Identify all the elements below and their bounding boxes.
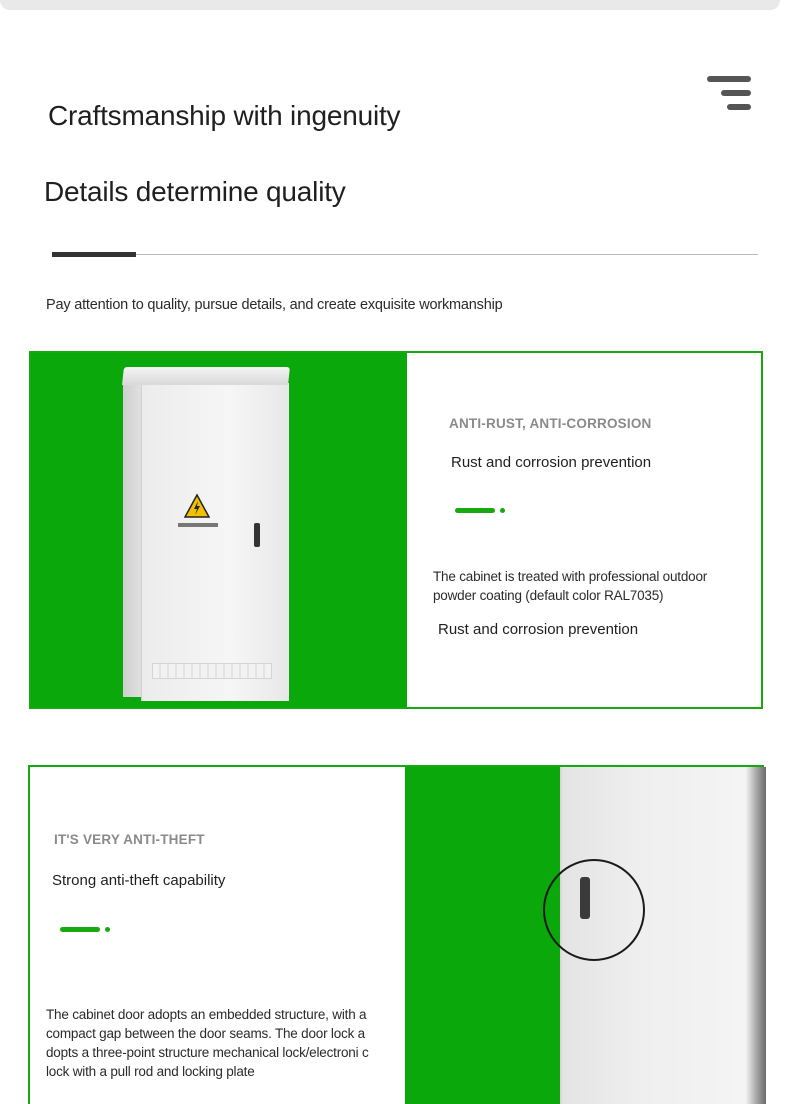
- outdoor-cabinet-image: [123, 367, 287, 703]
- lock-highlight-circle: [543, 859, 645, 961]
- accent-dot: [105, 927, 110, 932]
- feature-note: Rust and corrosion prevention: [438, 621, 639, 638]
- divider-accent: [52, 252, 136, 257]
- divider: [52, 254, 758, 255]
- door-lock-icon: [580, 877, 590, 919]
- vent: [152, 663, 272, 679]
- feature-description: The cabinet is treated with professional outdoor powder coating (default color RAL7035): [433, 569, 708, 603]
- warning-sign-icon: [184, 493, 210, 521]
- feature-subtitle: Rust and corrosion prevention: [451, 454, 652, 471]
- menu-icon[interactable]: [707, 74, 753, 112]
- feature-description: The cabinet door adopts an embedded structure, with a compact gap between the door seams. The door lock a dopts a three-point structure mechanical lock/electroni c lock with a pull rod and locking plate: [46, 1007, 369, 1079]
- feature-card-anti-theft: [28, 765, 764, 1104]
- product-image-panel: [405, 767, 565, 1104]
- section-title: Craftsmanship with ingenuity: [48, 100, 401, 131]
- top-bar: [0, 0, 780, 10]
- accent-dash: [60, 927, 100, 932]
- accent-dot: [500, 508, 505, 513]
- feature-card-anti-rust: [29, 351, 763, 709]
- intro-text: Pay attention to quality, pursue details, and create exquisite workmanship: [46, 297, 503, 313]
- product-image-panel: [31, 353, 407, 707]
- feature-eyebrow: ANTI-RUST, ANTI-CORROSION: [449, 416, 652, 431]
- feature-eyebrow: IT'S VERY ANTI-THEFT: [54, 832, 205, 847]
- door-handle: [254, 523, 260, 547]
- feature-subtitle: Strong anti-theft capability: [52, 872, 226, 889]
- accent-dash: [455, 508, 495, 513]
- section-subtitle: Details determine quality: [44, 176, 346, 207]
